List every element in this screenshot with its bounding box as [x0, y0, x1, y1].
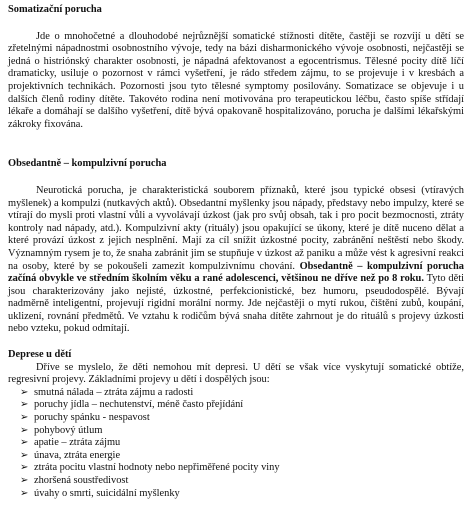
- arrow-bullet-icon: ➢: [20, 399, 29, 411]
- arrow-bullet-icon: ➢: [20, 386, 29, 398]
- arrow-bullet-icon: ➢: [20, 487, 29, 499]
- section-title-somatization: Somatizační porucha: [8, 4, 102, 15]
- ocd-text-before: Neurotická porucha, je charakteristická souborem příznaků, které jsou typické obsesi (vtíravých myšlenek) a kompulzi (nutkavých aktů). Obsedantní myšlenky jsou nápady, představy nebo impulzy, které se vtírají do mysli proti vlastní vůli a vyvolávají úzkost (jak pro svůj obsah, tak i pro pocit bezmocnosti, ztráty kontroly nad nápady, atd.). Kompulzivní akty (rituály) jsou opakující se úkony, které je dítě nuceno dělat a které provází úzkost z jejich nesplnění. Mají za cíl snížit úzkostné pocity, zabránění neštěstí nebo škody. Významným rysem je to, že snaha zabránit jim se stupňuje v úzkost až paniku a může vést k agresivní reakci na osoby, které by se pokoušeli zamezit kompulzivnímu chování.: [8, 184, 464, 272]
- spacer: [8, 17, 464, 31]
- list-item: ➢ pohybový útlum: [20, 424, 103, 436]
- section-title-ocd: Obsedantně – kompulzivní porucha: [8, 158, 167, 170]
- arrow-bullet-icon: ➢: [20, 449, 29, 461]
- list-item: ➢ smutná nálada – ztráta zájmu a radosti: [20, 386, 194, 398]
- spacer: [8, 131, 464, 144]
- paragraph-somatization: Jde o mnohočetné a dlouhodobé nejrůznější somatické stížnosti dítěte, častěji se rozvíjí u dětí se zřetelnými nápadnostmi osobnostního vývoje, tedy na bázi disharmonického vývoje osobnosti, nejčastěji se jedná o histriónský charakter osobnosti, je nápadná afektovanost a egocentrismus. Tělesné pocity dítě líčí dramaticky, usiluje o pozornost v rámci vyšetření, je rádo středem zájmu, to se projevuje i v kresbách a projektivních technikách. Pozornosti jsou tyto tělesné symptomy posilovány. Somatizace se objevuje i u dalších členů rodiny dítěte. Takovéto rodina není motivována pro terapeutickou léčbu, často spíše střídají lékaře a domáhají se dalšího vyšetření, dítě bývá opakovaně hospitalizováno, porucha je dalšími lékařskými zákroky fixována.: [8, 30, 464, 130]
- arrow-bullet-icon: ➢: [20, 412, 29, 424]
- symptom-list: [8, 387, 464, 500]
- spacer: [8, 336, 464, 349]
- section-title-depression: Deprese u dětí: [8, 349, 72, 361]
- arrow-bullet-icon: ➢: [20, 437, 29, 449]
- list-item: ➢ apatie – ztráta zájmu: [20, 437, 121, 449]
- spacer: [8, 144, 464, 158]
- arrow-bullet-icon: ➢: [20, 462, 29, 474]
- paragraph-ocd: [8, 185, 464, 336]
- list-item: ➢ poruchy spánku - nespavost: [20, 412, 150, 424]
- ocd-bold-onset: Obsedantně – kompulzivní porucha začíná obvykle ve středním školním věku a rané adolescenci, většinou ne dříve než po 8 roku.: [8, 260, 464, 285]
- list-item: ➢ ztráta pocitu vlastní hodnoty nebo nepřiměřené pocity viny: [20, 462, 280, 474]
- list-item: ➢ úvahy o smrti, suicidální myšlenky: [20, 487, 180, 499]
- ocd-text-after: Tyto děti jsou charakterizovány jako nejisté, úzkostné, perfekcionistické, bez humoru, pseudodospělé. Bývají nadměrně inteligentní, projevují rigidní morální normy. Jde nejčastěji o mytí rukou, čištění zubů, koupání, uklizení, rovnání předmětů. Ve vztahu k rodičům bývá snaha dítěte zahrnout je do rituálů s projevy úzkosti nebo vzteku, pokud odmítají.: [8, 273, 464, 335]
- arrow-bullet-icon: ➢: [20, 475, 29, 486]
- arrow-bullet-icon: ➢: [20, 424, 29, 436]
- spacer: [8, 171, 464, 185]
- list-item: ➢ zhoršená soustředivost: [20, 475, 129, 486]
- list-item: ➢ únava, ztráta energie: [20, 449, 121, 461]
- paragraph-depression-intro: Dříve se myslelo, že děti nemohou mít depresi. U dětí se však více vyskytují somatické obtíže, regresivní projevy. Základními projevy u dětí i dospělých jsou:: [8, 361, 464, 386]
- list-item: ➢ poruchy jídla – nechutenství, méně často přejídání: [20, 399, 244, 411]
